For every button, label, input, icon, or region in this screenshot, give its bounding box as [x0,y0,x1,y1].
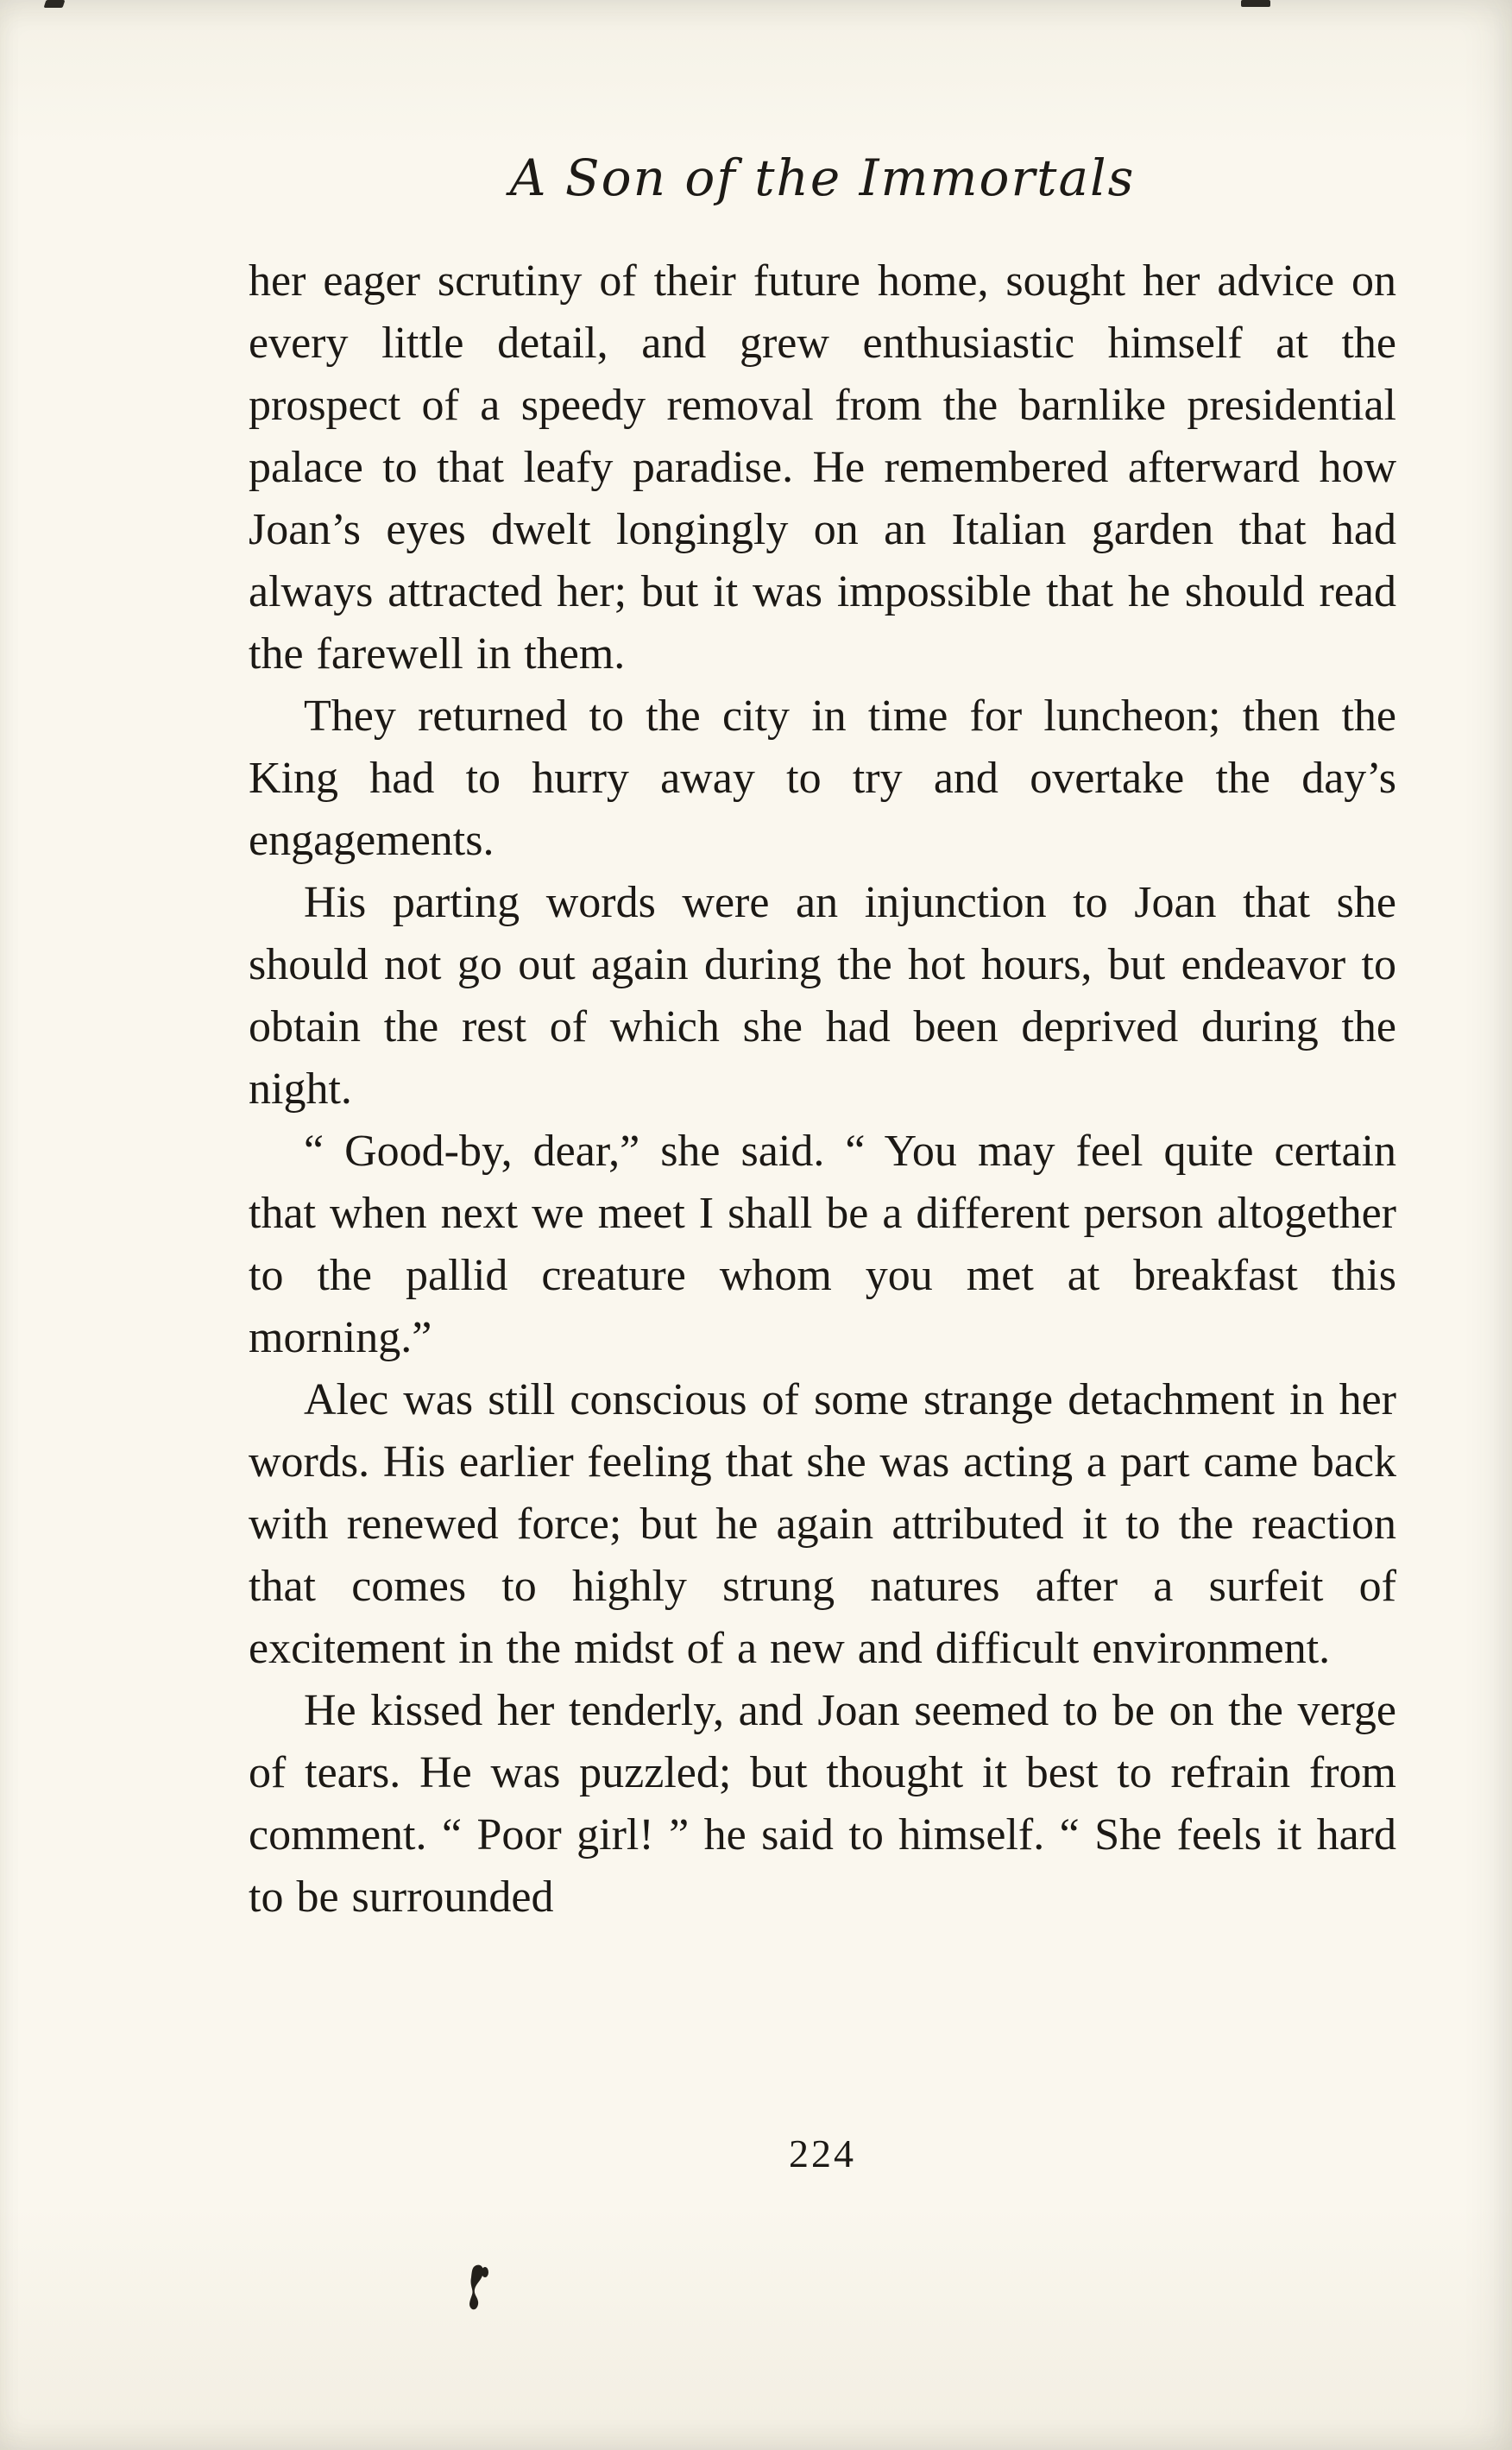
paragraph: Alec was still conscious of some strange detachment in her words. His earlier feeling that she was acting a part came back with renewed force; but he again attributed it to the reaction that comes to highly strung natures after a surfeit of excitement in the midst of a new and difficult environment. [249,1375,1396,1673]
scan-artifact-icon [44,0,66,8]
paragraph-dialogue: “ Good-by, dear,” she said. “ You may feel quite certain that when next we meet I shall be a different person altogether to the pallid creature whom you met at breakfast this morning.” [249,1127,1396,1362]
body-text-block [249,250,1396,1929]
page-number: 224 [789,2131,856,2175]
paragraph: They returned to the city in time for luncheon; then the King had to hurry away to try and overtake the day’s engagements. [249,691,1396,865]
paragraph: His parting words were an injunction to Joan that she should not go out again during the hot hours, but endeavor to obtain the rest of which she had been deprived during the night. [249,878,1396,1114]
paragraph: He kissed her tenderly, and Joan seemed to be on the verge of tears. He was puzzled; but thought it best to refrain from comment. “ Poor girl! ” he said to himself. “ She feels it hard to be surrounded [249,1686,1396,1922]
paragraph-continuation: her eager scrutiny of their future home, sought her advice on every little detail, and grew enthusiastic himself at the prospect of a speedy removal from the barnlike presidential palace to that leafy paradise. He remembered afterward how Joan’s eyes dwelt longingly on an Italian garden that had always attracted her; but it was impossible that he should read the farewell in them. [249,256,1396,679]
ink-blot-icon [464,2264,494,2312]
running-head-title: A Son of the Immortals [509,148,1136,207]
scan-artifact-icon [1241,0,1270,7]
